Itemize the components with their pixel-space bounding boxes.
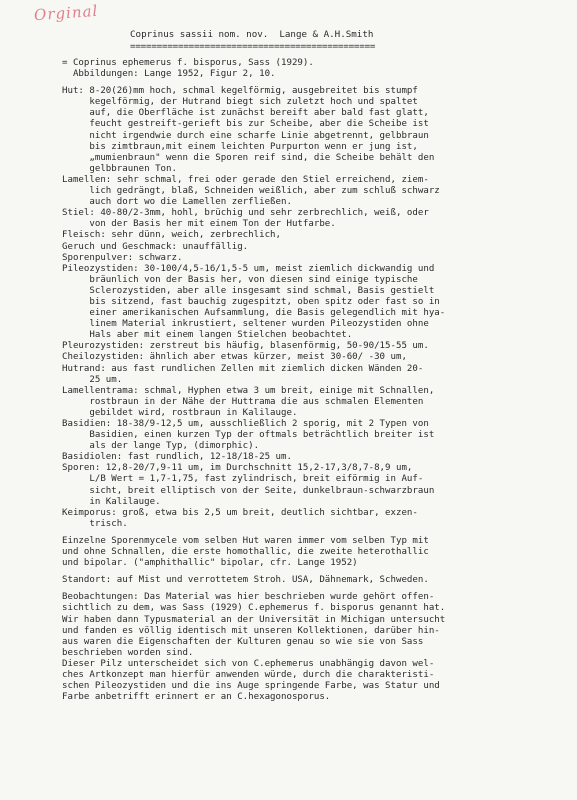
text-line: von der Basis her mit einem Ton der Hutfarbe.: [62, 219, 336, 230]
text-line: als der lange Typ, (dimorphic).: [62, 441, 260, 452]
text-line: rostbraun in der Nähe der Huttrama die aus schmalen Elementen: [62, 396, 424, 407]
text-line: auf, die Oberfläche ist zunächst bereift aber bald fast glatt,: [62, 108, 429, 119]
text-line: lich gedrängt, blaß, Schneiden weißlich, aber zum schluß schwarz: [62, 186, 440, 197]
text-line: einer amerikanischen Aufsammlung, die Basis gelegendlich mit hya-: [62, 308, 446, 319]
text-line: in Kalilauge.: [62, 496, 161, 507]
text-line: Cheilozystiden: ähnlich aber etwas kürzer, meist 30-60/ -30 um,: [62, 352, 407, 363]
text-line: Farbe anbetrifft erinnert er an C.hexagonosporus.: [62, 692, 331, 703]
text-line: Abbildungen: Lange 1952, Figur 2, 10.: [62, 69, 276, 80]
text-line: Basidien, einen kurzen Typ der oftmals beträchtlich breiter ist: [62, 430, 435, 441]
text-line: = Coprinus ephemerus f. bisporus, Sass (1929).: [62, 58, 314, 68]
text-line: Sclerozystiden, aber alle insgesamt sind schmal, Basis gestielt: [62, 285, 435, 296]
text-line: und fanden es völlig identisch mit unseren Kollektionen, darüber hin-: [62, 625, 440, 636]
text-line: gelbbraunen Ton.: [62, 163, 177, 174]
text-line: und bipolar. ("amphithallic" bipolar, cfr. Lange 1952): [62, 558, 358, 569]
document-title: Coprinus sassii nom. nov. Lange & A.H.Smith: [130, 29, 374, 40]
text-line: und ohne Schnallen, die erste homothallic, die zweite heterothallic: [62, 547, 429, 558]
text-line: kegelförmig, der Hutrand biegt sich zuletzt hoch und spaltet: [62, 97, 418, 108]
text-line: Basidiolen: fast rundlich, 12-18/18-25 um.: [62, 452, 292, 463]
text-line: Keimporus: groß, etwa bis 2,5 um breit, deutlich sichtbar, exzen-: [62, 507, 418, 518]
text-line: Lamellen: sehr schmal, frei oder gerade den Stiel erreichend, ziem-: [62, 174, 429, 185]
text-line: Pileozystiden: 30-100/4,5-16/1,5-5 um, meist ziemlich dickwandig und: [62, 263, 435, 274]
text-line: L/B Wert = 1,7-1,75, fast zylindrisch, breit eiförmig in Auf-: [62, 474, 424, 485]
text-line: Einzelne Sporenmycele vom selben Hut waren immer vom selben Typ mit: [62, 535, 429, 546]
text-line: nicht irgendwie durch eine scharfe Linie abgetrennt, gelbbraun: [62, 130, 429, 141]
text-line: 25 um.: [62, 374, 123, 385]
text-line: Basidien: 18-38/9-12,5 um, ausschließlich 2 sporig, mit 2 Typen von: [62, 419, 429, 429]
text-line: Fleisch: sehr dünn, weich, zerbrechlich,: [62, 230, 281, 241]
text-line: feucht gestreift-gerieft bis zur Scheibe, aber die Scheibe ist: [62, 119, 429, 130]
text-line: Standort: auf Mist und verrottetem Stroh. USA, Dähnemark, Schweden.: [62, 575, 429, 586]
text-line: ches Artkonzept man hierfür anwenden würde, durch die charakteristi-: [62, 669, 435, 680]
text-line: gebildet wird, rostbraun in Kalilauge.: [62, 407, 298, 418]
text-line: Pleurozystiden: zerstreut bis häufig, blasenförmig, 50-90/15-55 um.: [62, 341, 429, 352]
text-line: Sporen: 12,8-20/7,9-11 um, im Durchschnitt 15,2-17,3/8,7-8,9 um,: [62, 463, 413, 474]
text-line: Lamellentrama: schmal, Hyphen etwa 3 um breit, einige mit Schnallen,: [62, 385, 435, 396]
text-line: Beobachtungen: Das Material was hier beschrieben wurde gehört offen-: [62, 592, 435, 603]
handwritten-stamp: Orginal: [33, 1, 99, 25]
text-line: linem Material inkrustiert, seltener wurden Pileozystiden ohne: [62, 319, 429, 330]
text-line: beschrieben worden sind.: [62, 647, 194, 658]
text-line: Stiel: 40-80/2-3mm, hohl, brüchig und sehr zerbrechlich, weiß, oder: [62, 208, 429, 219]
text-line: Sporenpulver: schwarz.: [62, 252, 183, 263]
text-line: bis sitzend, fast bauchig zugespitzt, oben spitz oder fast so in: [62, 296, 440, 307]
title-underline: ==============================================: [130, 41, 376, 52]
text-line: Hutrand: aus fast rundlichen Zellen mit ziemlich dicken Wänden 20-: [62, 363, 424, 374]
document-body: [62, 58, 567, 703]
text-line: Wir haben dann Typusmaterial an der Universität in Michigan untersucht: [62, 614, 446, 625]
text-line: Dieser Pilz unterscheidet sich von C.ephemerus unabhängig davon wel-: [62, 658, 435, 669]
text-line: Geruch und Geschmack: unauffällig.: [62, 241, 249, 252]
text-line: sichtlich zu dem, was Sass (1929) C.ephemerus f. bisporus genannt hat.: [62, 603, 446, 614]
text-line: schen Pileozystiden und die ins Auge springende Farbe, was Statur und: [62, 681, 440, 692]
text-line: Hut: 8-20(26)mm hoch, schmal kegelförmig, ausgebreitet bis stumpf: [62, 86, 418, 97]
text-line: aus waren die Eigenschaften der Kulturen genau so wie sie von Sass: [62, 636, 424, 647]
text-line: trisch.: [62, 518, 128, 529]
text-line: sicht, breit elliptisch von der Seite, dunkelbraun-schwarzbraun: [62, 485, 435, 496]
text-line: Hals aber mit einem langen Stielchen beobachtet.: [62, 330, 353, 341]
text-line: auch dort wo die Lamellen zerfließen.: [62, 197, 292, 208]
text-line: „mumienbraun" wenn die Sporen reif sind, die Scheibe behält den: [62, 152, 435, 163]
text-line: bis zimtbraun,mit einem leichten Purpurton wenn er jung ist,: [62, 141, 418, 152]
text-line: bräunlich von der Basis her, von diesen sind einige typische: [62, 274, 418, 285]
